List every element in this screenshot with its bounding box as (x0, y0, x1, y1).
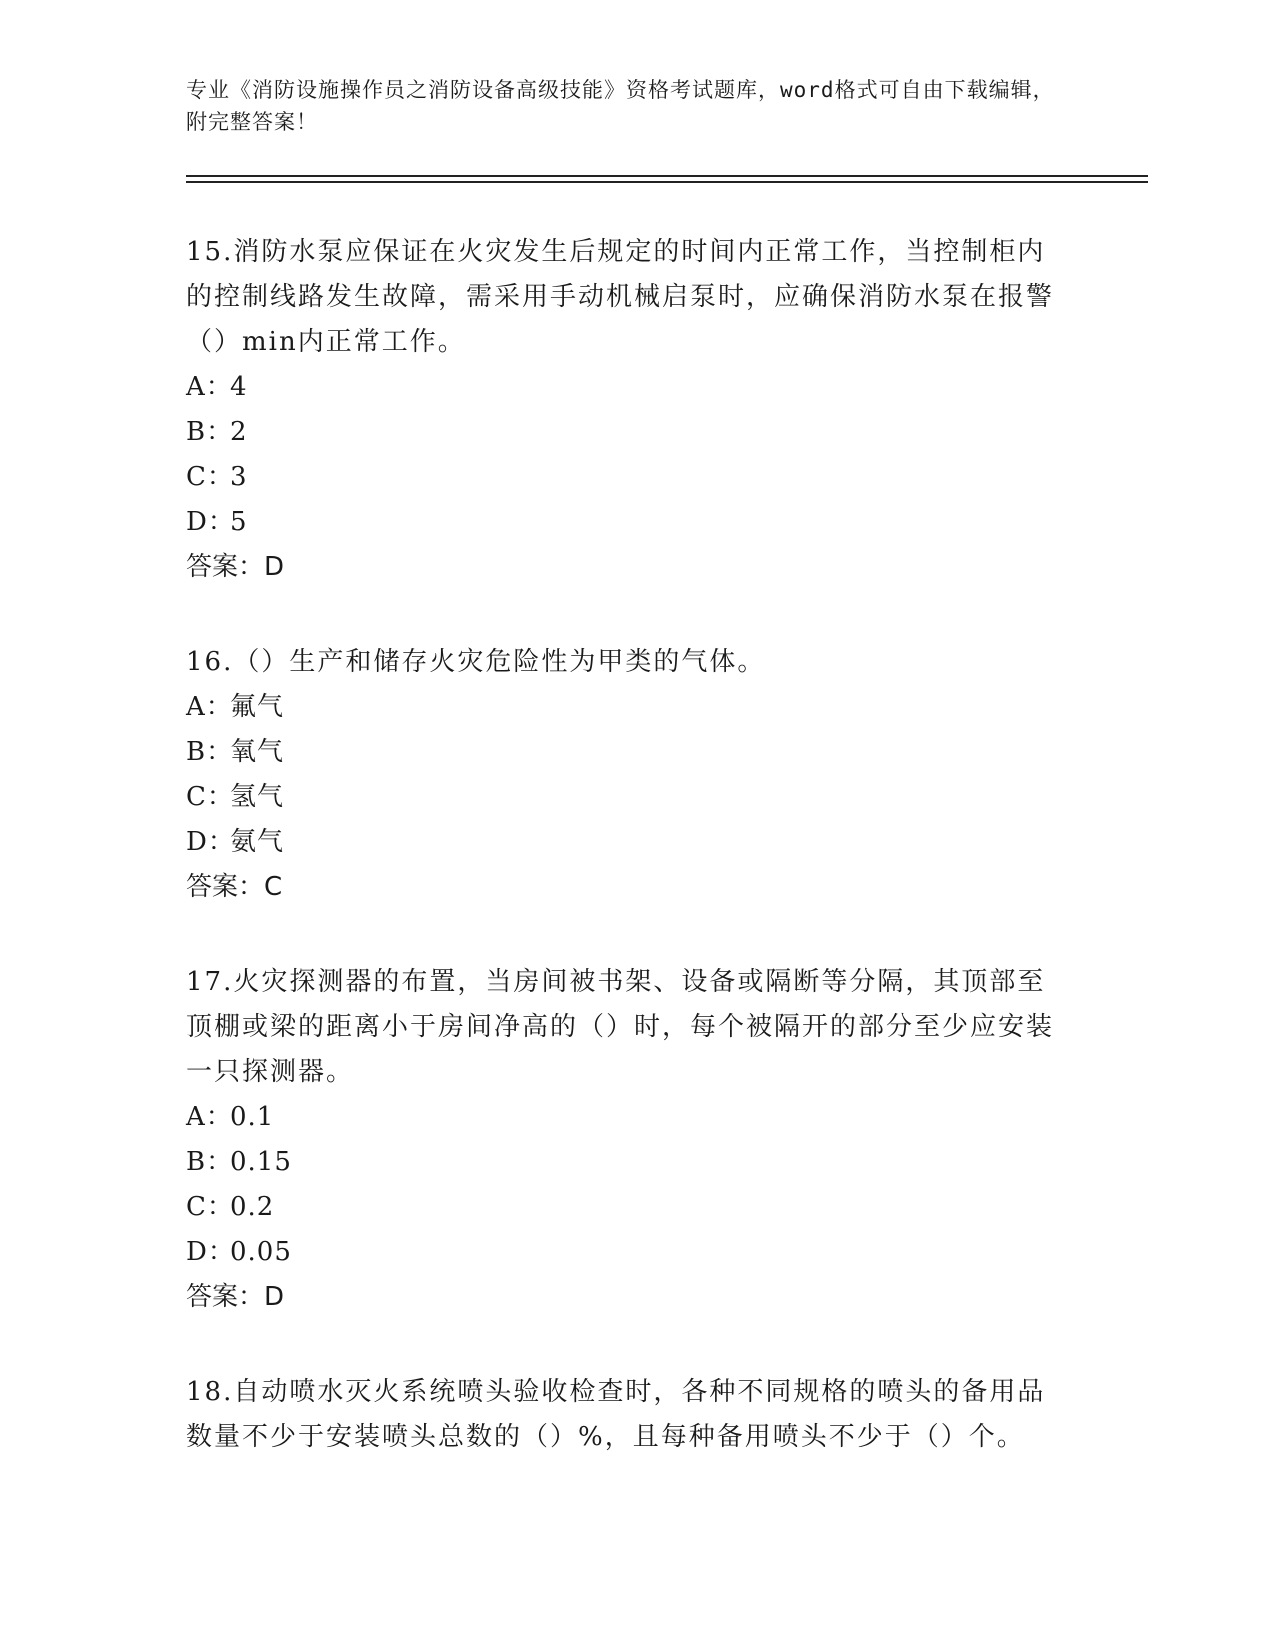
option-a (186, 1095, 1066, 1140)
option-text: 2 (230, 417, 248, 447)
option-b (186, 1140, 1066, 1185)
option-a (186, 365, 1066, 410)
option-key: D： (186, 1237, 235, 1267)
answer-line: 答案：D (186, 1282, 285, 1312)
option-c (186, 775, 1066, 820)
option-text: 0.2 (230, 1192, 275, 1222)
option-d (186, 500, 1066, 545)
option-key: C： (186, 1192, 234, 1222)
question-stem: 16.（）生产和储存火灾危险性为甲类的气体。 (186, 647, 766, 677)
option-key: A： (186, 372, 233, 402)
option-text: 4 (230, 372, 248, 402)
option-text: 0.1 (230, 1102, 275, 1132)
option-text: 氨气 (230, 827, 285, 857)
option-b (186, 410, 1066, 455)
option-d (186, 820, 1066, 865)
document-header: 专业《消防设施操作员之消防设备高级技能》资格考试题库，word格式可自由下载编辑，附完整答案！ (186, 78, 1055, 134)
option-key: B： (186, 737, 234, 767)
option-c (186, 1185, 1066, 1230)
question-stem: 17.火灾探测器的布置，当房间被书架、设备或隔断等分隔，其顶部至顶棚或梁的距离小于房间净高的（）时，每个被隔开的部分至少应安装一只探测器。 (186, 967, 1055, 1087)
question-stem: 15.消防水泵应保证在火灾发生后规定的时间内正常工作，当控制柜内的控制线路发生故障，需采用手动机械启泵时，应确保消防水泵在报警（）min内正常工作。 (186, 237, 1055, 357)
question-stem: 18.自动喷水灭火系统喷头验收检查时，各种不同规格的喷头的备用品数量不少于安装喷头总数的（）%，且每种备用喷头不少于（）个。 (186, 1377, 1046, 1452)
option-c (186, 455, 1066, 500)
option-d (186, 1230, 1066, 1275)
question-15 (186, 230, 1066, 590)
option-b (186, 730, 1066, 775)
option-key: D： (186, 827, 235, 857)
option-a (186, 685, 1066, 730)
answer-line: 答案：C (186, 872, 283, 902)
option-text: 0.05 (230, 1237, 292, 1267)
option-text: 氧气 (230, 737, 285, 767)
option-key: A： (186, 1102, 233, 1132)
option-key: C： (186, 782, 234, 812)
option-key: A： (186, 692, 233, 722)
option-text: 3 (230, 462, 248, 492)
question-18 (186, 1370, 1066, 1460)
question-16 (186, 640, 1066, 910)
header-divider-bottom (186, 181, 1148, 183)
option-text: 5 (230, 507, 248, 537)
question-17 (186, 960, 1066, 1320)
header-divider-top (186, 175, 1148, 177)
option-text: 氢气 (230, 782, 285, 812)
option-key: B： (186, 417, 234, 447)
option-key: B： (186, 1147, 234, 1177)
option-key: D： (186, 507, 235, 537)
option-text: 氟气 (230, 692, 285, 722)
answer-line: 答案：D (186, 552, 285, 582)
option-text: 0.15 (230, 1147, 292, 1177)
option-key: C： (186, 462, 234, 492)
